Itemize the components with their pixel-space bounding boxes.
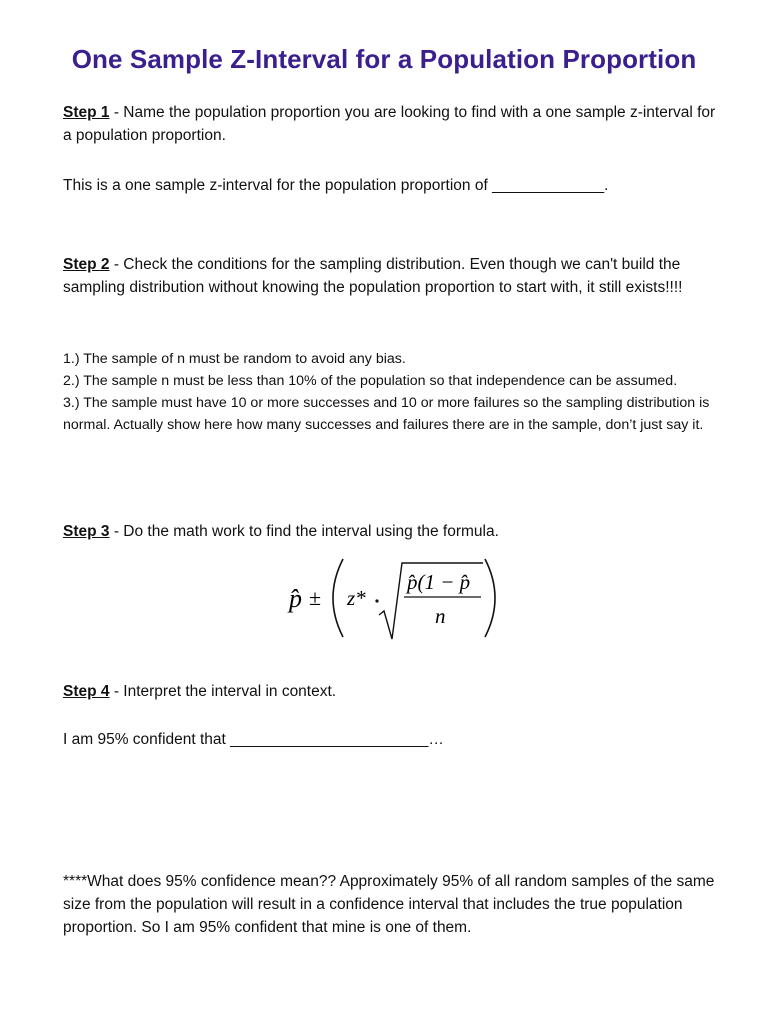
step1-fill-in: This is a one sample z-interval for the population proportion of _____________. xyxy=(63,177,609,194)
condition-item: 2.) The sample n must be less than 10% of the population so that independence can be assumed. xyxy=(63,373,678,389)
formula-dot xyxy=(375,599,378,602)
formula-numerator: p̂(1 − p̂ xyxy=(407,570,471,594)
formula-denominator: n xyxy=(435,604,446,628)
step4-instruction xyxy=(63,680,723,703)
step2-label: Step 2 xyxy=(63,256,110,273)
step2-text: - Check the conditions for the sampling distribution. Even though we can't build the sampling distribution without knowing the population proportion to start with, it still exists!!!! xyxy=(63,256,683,296)
formula-p-hat: p̂ xyxy=(289,584,302,613)
formula-z-star: z* xyxy=(347,586,366,610)
step1-text: - Name the population proportion you are looking to find with a one sample z-interval for a population proportion. xyxy=(63,104,716,144)
formula-plus-minus: ± xyxy=(309,585,322,610)
formula-left-paren xyxy=(333,559,343,637)
step1-label: Step 1 xyxy=(63,104,110,121)
step3-text: - Do the math work to find the interval using the formula. xyxy=(109,523,499,540)
condition-item: 1.) The sample of n must be random to avoid any bias. xyxy=(63,351,406,367)
page-title: One Sample Z-Interval for a Population Proportion xyxy=(71,44,697,74)
step1-instruction xyxy=(63,101,723,147)
step3-instruction xyxy=(63,520,723,543)
step3-label: Step 3 xyxy=(63,523,110,540)
step4-label: Step 4 xyxy=(63,683,110,700)
confidence-footnote: ****What does 95% confidence mean?? Approximately 95% of all random samples of the same size from the population will result in a confidence interval that includes the true population proportion. So I am 95% confident that mine is one of them. xyxy=(63,873,715,936)
formula-right-paren xyxy=(485,559,495,637)
confidence-interval-formula xyxy=(285,553,500,643)
condition-item: 3.) The sample must have 10 or more successes and 10 or more failures so the sampling distribution is normal. Actually show here how many successes and failures there are in the sample, don’t just say it. xyxy=(63,395,710,433)
step2-instruction xyxy=(63,253,723,299)
conditions-list xyxy=(63,348,723,436)
step4-fill-in: I am 95% confident that _______________________… xyxy=(63,731,444,748)
step4-text: - Interpret the interval in context. xyxy=(109,683,337,700)
